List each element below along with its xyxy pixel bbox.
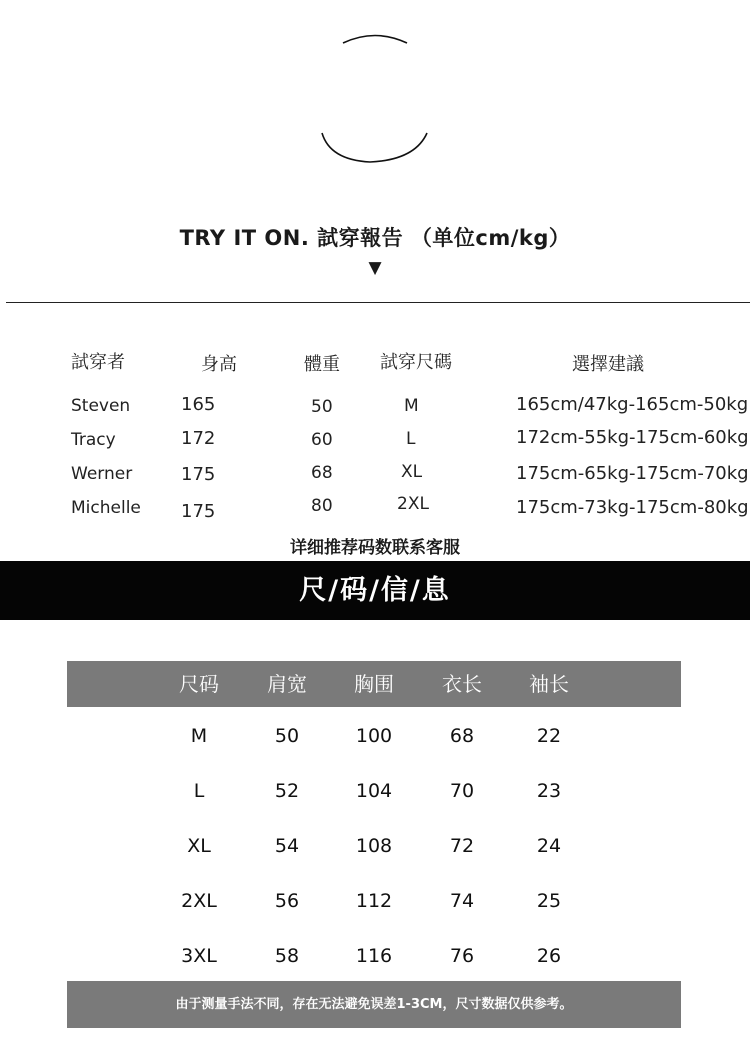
cell-length: 68 [449, 725, 475, 747]
section-divider [6, 302, 750, 303]
decorative-arcs [0, 0, 750, 200]
bottom-arc [322, 133, 427, 162]
cell-sleeve: 23 [536, 780, 562, 802]
size-table-header [67, 661, 681, 707]
cell-length: 72 [449, 835, 475, 857]
tester-height: 175 [181, 464, 216, 485]
tester-size: M [404, 396, 419, 416]
cell-sleeve: 24 [536, 835, 562, 857]
cell-chest: 116 [355, 945, 393, 967]
tester-size: XL [401, 462, 423, 482]
table-row [67, 945, 681, 975]
size-info-banner: 尺/码/信/息 [0, 561, 750, 620]
tester-height: 165 [181, 394, 216, 415]
measurement-disclaimer: 由于测量手法不同，存在无法避免误差1-3CM，尺寸数据仅供参考。 [67, 981, 681, 1028]
tester-advice: 172cm-55kg-175cm-60kg [516, 427, 749, 448]
cell-size: 2XL [181, 890, 217, 912]
cell-sleeve: 26 [536, 945, 562, 967]
contact-note: 详细推荐码数联系客服 [290, 538, 460, 558]
cell-length: 76 [449, 945, 475, 967]
table-row [67, 725, 681, 755]
cell-size: M [190, 725, 208, 747]
cell-shoulder: 54 [274, 835, 300, 857]
header-tester: 試穿者 [71, 352, 125, 373]
tester-name: Werner [71, 464, 133, 484]
tester-name: Michelle [71, 498, 141, 518]
cell-size: L [193, 780, 205, 802]
tester-weight: 68 [311, 463, 333, 483]
col-length: 衣长 [442, 672, 482, 696]
cell-length: 74 [449, 890, 475, 912]
cell-shoulder: 50 [274, 725, 300, 747]
col-chest: 胸围 [354, 672, 394, 696]
cell-size: 3XL [181, 945, 217, 967]
table-row [67, 835, 681, 865]
down-arrow-icon: ▼ [368, 258, 382, 278]
tester-height: 175 [181, 501, 216, 522]
tester-size: L [406, 429, 416, 449]
cell-chest: 100 [355, 725, 393, 747]
cell-shoulder: 52 [274, 780, 300, 802]
cell-shoulder: 58 [274, 945, 300, 967]
tester-height: 172 [181, 428, 216, 449]
cell-sleeve: 25 [536, 890, 562, 912]
tester-advice: 165cm/47kg-165cm-50kg [516, 394, 749, 415]
tester-weight: 60 [311, 430, 333, 450]
tester-name: Tracy [71, 430, 116, 450]
header-size: 試穿尺碼 [380, 352, 452, 373]
tester-advice: 175cm-73kg-175cm-80kg [516, 497, 749, 518]
cell-length: 70 [449, 780, 475, 802]
col-size: 尺码 [179, 672, 219, 696]
cell-sleeve: 22 [536, 725, 562, 747]
cell-chest: 112 [355, 890, 393, 912]
cell-chest: 104 [355, 780, 393, 802]
cell-shoulder: 56 [274, 890, 300, 912]
table-row [67, 890, 681, 920]
cell-chest: 108 [355, 835, 393, 857]
tryon-title: TRY IT ON. 試穿報告 （单位cm/kg） [179, 226, 571, 250]
col-sleeve: 袖长 [529, 672, 569, 696]
header-weight: 體重 [304, 354, 340, 375]
tester-name: Steven [71, 396, 131, 416]
cell-size: XL [187, 835, 211, 857]
top-arc [343, 36, 407, 44]
header-height: 身高 [201, 354, 237, 375]
tester-weight: 50 [311, 397, 333, 417]
tester-weight: 80 [311, 496, 333, 516]
tester-size: 2XL [397, 494, 429, 514]
tester-advice: 175cm-65kg-175cm-70kg [516, 463, 749, 484]
table-row [67, 780, 681, 810]
col-shoulder: 肩宽 [267, 672, 307, 696]
header-advice: 選擇建議 [572, 354, 644, 375]
